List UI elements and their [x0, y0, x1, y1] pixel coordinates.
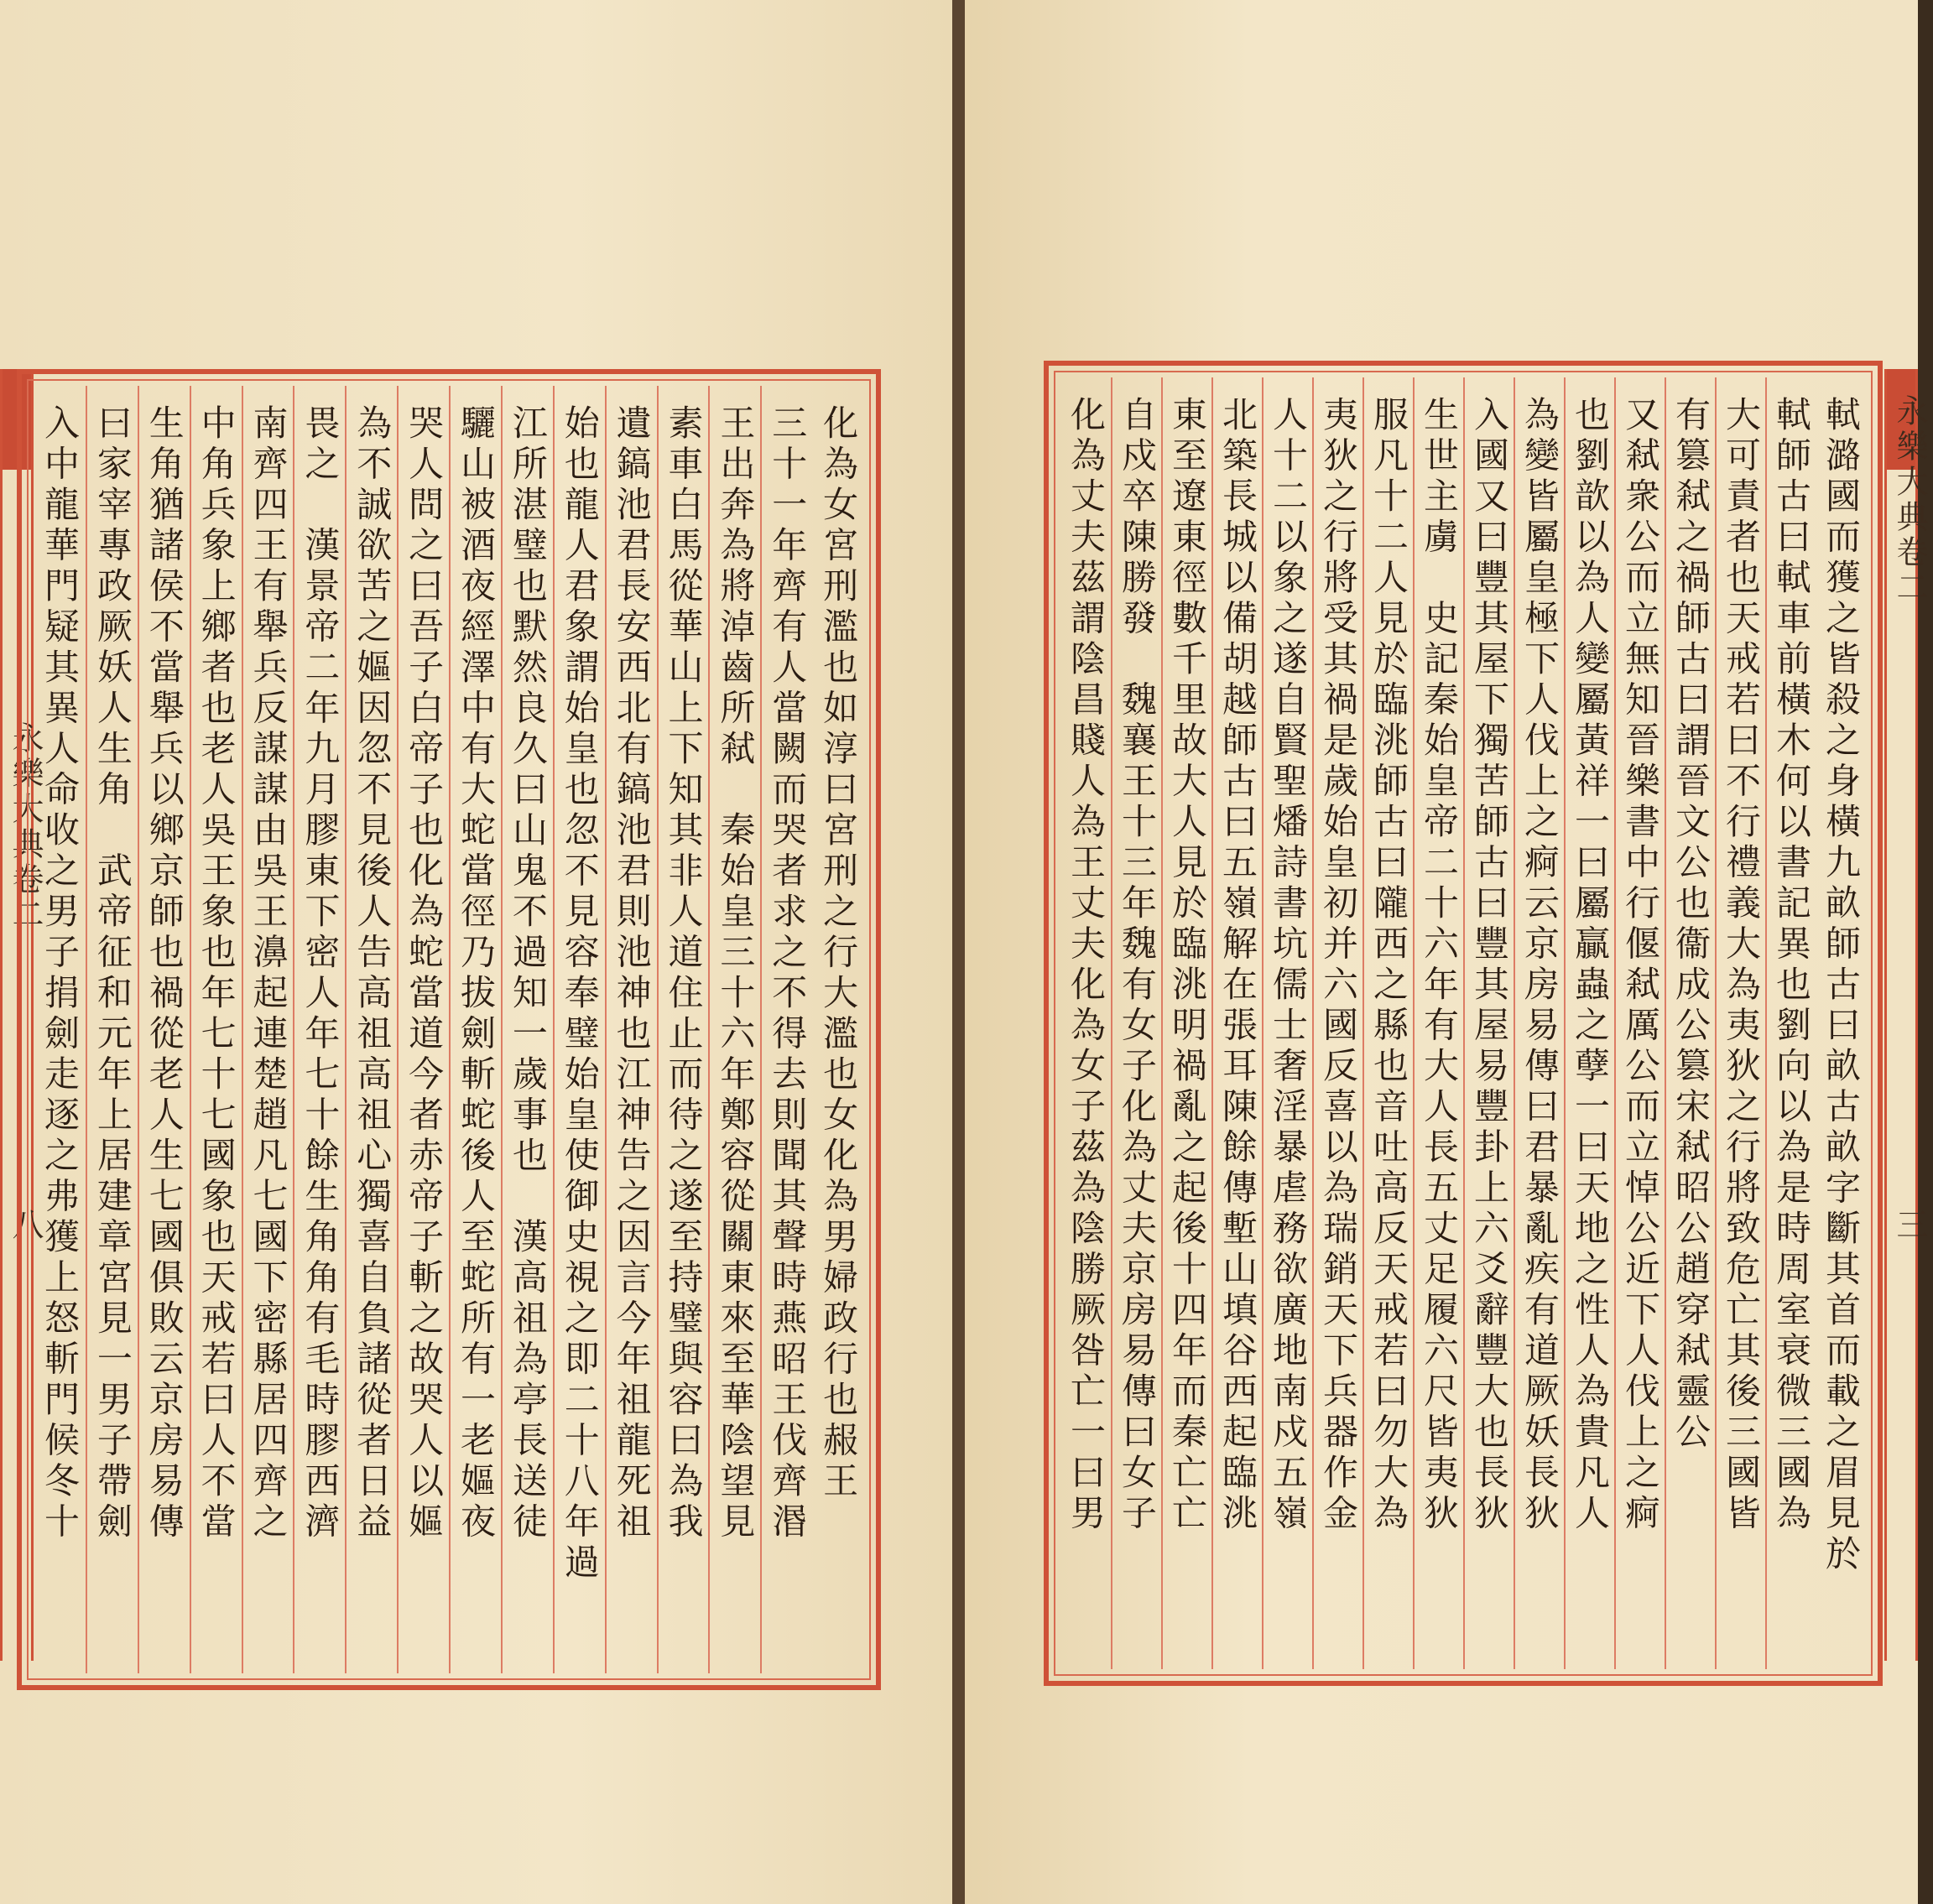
- left-page-column: [190, 386, 242, 1673]
- right-page-column-text: 東至遼東徑數千里故大人見於臨洮明禍亂之起後十四年而秦亡亡: [1167, 396, 1208, 1535]
- left-page-column: [501, 386, 553, 1673]
- right-page-column-text: 也劉歆以為人變屬黃祥一曰屬贏蟲之孽一曰天地之性人為貴凡人: [1570, 396, 1611, 1535]
- right-page-column: [1463, 377, 1514, 1669]
- left-page-column: [708, 386, 760, 1673]
- right-page-column-text: 北築長城以備胡越師古曰五嶺解在張耳陳餘傳塹山填谷西起臨洮: [1217, 396, 1258, 1535]
- right-page-column: [1312, 377, 1362, 1669]
- left-page-column-text: 曰家宰專政厥妖人生角 武帝征和元年上居建章宮見一男子帶劍: [91, 404, 133, 1543]
- left-page: [0, 0, 952, 1904]
- left-page-column-text: 三十一年齊有人當闕而哭者求之不得去則聞其聲時燕昭王伐齊湣: [767, 404, 809, 1543]
- right-page-column: [1060, 377, 1111, 1669]
- left-page-column: [34, 386, 86, 1673]
- right-page-column-text: 自戍卒陳勝發 魏襄王十三年魏有女子化為丈夫京房易傳曰女子: [1117, 396, 1158, 1535]
- left-page-column-text: 王出奔為將淖齒所弒 秦始皇三十六年鄭容從關東來至華陰望見: [715, 404, 757, 1543]
- margin-title-right: 永樂大典卷二: [1891, 394, 1928, 606]
- left-page-column-text: 生角猶諸侯不當舉兵以鄉京師也禍從老人生七國俱敗云京房易傳: [143, 404, 185, 1543]
- left-page-column-text: 遺鎬池君長安西北有鎬池君則池神也江神告之因言今年祖龍死祖: [611, 404, 653, 1543]
- left-page-column: [345, 386, 397, 1673]
- right-page-column-text: 生世主虜 史記秦始皇帝二十六年有大人長五丈足履六尺皆夷狄: [1419, 396, 1460, 1535]
- right-text-frame: [1044, 361, 1883, 1686]
- right-page-column: [1111, 377, 1161, 1669]
- right-page-column-text: 大可責者也天戒若曰不行禮義大為夷狄之行將致危亡其後三國皆: [1721, 396, 1762, 1535]
- margin-title-left: 永樂大典卷二: [7, 721, 44, 933]
- left-page-column: [86, 386, 138, 1673]
- right-page-edge-strip: [1884, 369, 1928, 1661]
- right-page-column: [1665, 377, 1715, 1669]
- left-page-column-text: 中角兵象上鄉者也老人吳王象也年七十七國象也天戒若曰人不當: [195, 404, 237, 1543]
- right-page-column: [1262, 377, 1312, 1669]
- right-page-column: [1564, 377, 1614, 1669]
- left-column-grid: [34, 386, 864, 1673]
- margin-page-number-right: 三: [1891, 1208, 1928, 1243]
- left-page-column: [657, 386, 709, 1673]
- book-gutter: [952, 0, 965, 1904]
- margin-page-number-left: 八: [7, 1208, 44, 1243]
- right-page-column-text: 軾潞國而獲之皆殺之身橫九畝師古曰畝古畝字斷其首而載之眉見於: [1821, 396, 1862, 1576]
- right-page-column: [1413, 377, 1463, 1669]
- left-page-column-text: 哭人問之曰吾子白帝子也化為蛇當道今者赤帝子斬之故哭人以嫗: [404, 404, 445, 1543]
- left-page-column: [242, 386, 294, 1673]
- left-text-frame: [17, 369, 881, 1690]
- right-page-column: [1614, 377, 1665, 1669]
- right-page-column-text: 人十二以象之遂自賢聖燔詩書坑儒士奢淫暴虐務欲廣地南戍五嶺: [1268, 396, 1309, 1535]
- right-page-column-text: 化為丈夫茲謂陰昌賤人為王丈夫化為女子茲為陰勝厥咎亡一曰男: [1065, 396, 1107, 1535]
- left-page-column-text: 畏之 漢景帝二年九月膠東下密人年七十餘生角角有毛時膠西濟: [300, 404, 341, 1543]
- left-page-column: [553, 386, 605, 1673]
- left-page-column: [605, 386, 657, 1673]
- right-page-column-text: 又弒衆公而立無知晉樂書中行偃弒厲公而立悼公近下人伐上之痾: [1620, 396, 1661, 1535]
- left-page-column-text: 始也龍人君象謂始皇也忽不見容奉璧始皇使御史視之即二十八年過: [559, 404, 601, 1584]
- right-page-column-text: 有篡弒之禍師古曰謂晉文公也衞成公篡宋弒昭公趙穿弒靈公: [1670, 396, 1712, 1454]
- left-page-column-text: 化為女宮刑濫也如淳曰宮刑之行大濫也女化為男婦政行也赧王: [818, 404, 860, 1503]
- right-page-column: [1816, 377, 1866, 1669]
- right-page: [965, 0, 1928, 1904]
- left-page-column-text: 驪山被酒夜經澤中有大蛇當徑乃拔劍斬蛇後人至蛇所有一老嫗夜: [455, 404, 497, 1543]
- right-page-column: [1362, 377, 1413, 1669]
- left-page-column: [293, 386, 345, 1673]
- left-page-column-text: 江所湛璧也默然良久曰山鬼不過知一歲事也 漢高祖為亭長送徒: [507, 404, 549, 1543]
- right-page-column: [1765, 377, 1816, 1669]
- left-page-column-text: 南齊四王有舉兵反謀謀由吳王濞起連楚趙凡七國下密縣居四齊之: [247, 404, 289, 1543]
- right-page-column-text: 入國又曰豐其屋下獨苦師古曰豐其屋易豐卦上六爻辭豐大也長狄: [1469, 396, 1510, 1535]
- right-page-column-text: 軾師古曰軾車前橫木何以書記異也劉向以為是時周室衰微三國為: [1771, 396, 1812, 1535]
- left-page-column: [760, 386, 812, 1673]
- left-page-column: [397, 386, 449, 1673]
- left-page-column-text: 素車白馬從華山上下知其非人道住止而待之遂至持璧與容曰為我: [663, 404, 705, 1543]
- right-page-column-text: 服凡十二人見於臨洮師古曰隴西之縣也音吐高反天戒若曰勿大為: [1368, 396, 1409, 1535]
- right-page-column: [1211, 377, 1262, 1669]
- right-page-column-text: 夷狄之行將受其禍是歲始皇初并六國反喜以為瑞銷天下兵器作金: [1318, 396, 1359, 1535]
- right-page-column: [1715, 377, 1765, 1669]
- left-page-column: [449, 386, 501, 1673]
- right-page-column-text: 為變皆屬皇極下人伐上之痾云京房易傳曰君暴亂疾有道厥妖長狄: [1519, 396, 1560, 1535]
- left-page-column-text: 為不誠欲苦之嫗因忽不見後人告高祖高祖心獨喜自負諸從者日益: [352, 404, 393, 1543]
- left-page-column: [138, 386, 190, 1673]
- right-column-grid: [1060, 377, 1866, 1669]
- right-page-column: [1161, 377, 1211, 1669]
- right-page-column: [1514, 377, 1564, 1669]
- left-page-column-text: 入中龍華門疑其異人命收之男子捐劍走逐之弗獲上怒斬門候冬十: [39, 404, 81, 1543]
- left-page-column: [812, 386, 864, 1673]
